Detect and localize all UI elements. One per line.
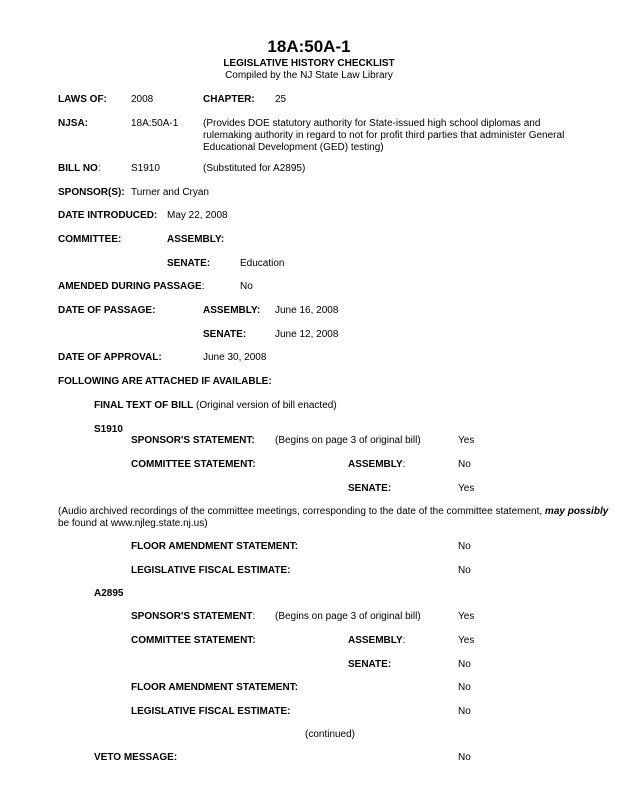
a2895-sponsor-colon: :: [252, 611, 256, 622]
date-of-approval-value: June 30, 2008: [203, 352, 267, 363]
a2895-fiscal-label: LEGISLATIVE FISCAL ESTIMATE:: [131, 706, 291, 717]
a2895-fiscal-value: No: [458, 706, 471, 717]
s1910-assembly-colon: :: [402, 459, 406, 470]
committee-senate-value: Education: [240, 258, 285, 269]
passage-assembly-value: June 16, 2008: [275, 305, 339, 316]
attached-heading: FOLLOWING ARE ATTACHED IF AVAILABLE:: [58, 376, 272, 387]
checklist-subtitle: LEGISLATIVE HISTORY CHECKLIST: [223, 58, 395, 69]
s1910-bill-heading: S1910: [94, 424, 123, 435]
a2895-assembly-label: ASSEMBLY: [348, 635, 403, 646]
amended-value: No: [240, 281, 253, 292]
sponsors-label: SPONSOR(S):: [58, 187, 125, 198]
a2895-sponsor-label: SPONSOR'S STATEMENT: [131, 611, 253, 622]
njsa-label: NJSA:: [58, 118, 89, 129]
s1910-floor-value: No: [458, 541, 471, 552]
njsa-description: (Provides DOE statutory authority for State-issued high school diplomas and rulemaking authority in regard to not for profit third parties that administer General Educational Development (GED) testing): [203, 118, 565, 153]
s1910-committee-label: COMMITTEE STATEMENT:: [131, 459, 256, 470]
s1910-assembly-label-group: [348, 459, 405, 471]
laws-of-label: LAWS OF:: [58, 94, 107, 105]
amended-label: AMENDED DURING PASSAGE: [58, 281, 202, 292]
a2895-assembly-value: Yes: [458, 635, 475, 646]
a2895-sponsor-note: (Begins on page 3 of original bill): [275, 611, 421, 622]
audio-note-line-2: be found at www.njleg.state.nj.us): [58, 518, 208, 529]
final-text-label: FINAL TEXT OF BILL: [94, 400, 194, 411]
final-text-row: [94, 400, 337, 412]
a2895-sponsor-label-group: [131, 611, 255, 623]
audio-note-text: (Audio archived recordings of the committee meetings, corresponding to the date of the committee statement,: [58, 506, 545, 517]
bill-no-label-group: [58, 163, 101, 175]
bill-no-label: BILL NO: [58, 163, 98, 174]
s1910-senate-label: SENATE:: [348, 483, 392, 494]
a2895-committee-label: COMMITTEE STATEMENT:: [131, 635, 256, 646]
s1910-assembly-label: ASSEMBLY: [348, 459, 403, 470]
bill-no-colon: :: [97, 163, 101, 174]
date-introduced-value: May 22, 2008: [167, 210, 228, 221]
laws-of-value: 2008: [131, 94, 154, 105]
a2895-assembly-label-group: [348, 635, 405, 647]
passage-assembly-label: ASSEMBLY:: [203, 305, 261, 316]
a2895-floor-label: FLOOR AMENDMENT STATEMENT:: [131, 682, 299, 693]
continued-note: (continued): [304, 729, 356, 740]
bill-no-value: S1910: [131, 163, 160, 174]
final-text-note: (Original version of bill enacted): [196, 400, 337, 411]
chapter-value: 25: [275, 94, 287, 105]
s1910-floor-label: FLOOR AMENDMENT STATEMENT:: [131, 541, 299, 552]
veto-message-label: VETO MESSAGE:: [94, 752, 178, 763]
amended-label-group: [58, 281, 205, 293]
a2895-sponsor-value: Yes: [458, 611, 475, 622]
passage-senate-value: June 12, 2008: [275, 329, 339, 340]
audio-note-line-1: [58, 506, 608, 518]
s1910-assembly-value: No: [458, 459, 471, 470]
s1910-sponsor-value: Yes: [458, 435, 475, 446]
committee-senate-label: SENATE:: [167, 258, 211, 269]
date-introduced-label: DATE INTRODUCED:: [58, 210, 158, 221]
page-title: 18A:50A-1: [267, 37, 351, 56]
s1910-sponsor-note: (Begins on page 3 of original bill): [275, 435, 421, 446]
date-of-approval-label: DATE OF APPROVAL:: [58, 352, 162, 363]
veto-message-value: No: [458, 752, 471, 763]
s1910-fiscal-value: No: [458, 565, 471, 576]
passage-senate-label: SENATE:: [203, 329, 247, 340]
sponsors-value: Turner and Cryan: [131, 187, 209, 198]
committee-assembly-label: ASSEMBLY:: [167, 234, 225, 245]
njsa-value: 18A:50A-1: [131, 118, 179, 129]
date-of-passage-label: DATE OF PASSAGE:: [58, 305, 156, 316]
a2895-assembly-colon: :: [402, 635, 406, 646]
audio-note-emphasis: may possibly: [544, 506, 609, 517]
compiled-by: Compiled by the NJ State Law Library: [225, 70, 393, 81]
s1910-senate-value: Yes: [458, 483, 475, 494]
a2895-senate-label: SENATE:: [348, 659, 392, 670]
a2895-floor-value: No: [458, 682, 471, 693]
committee-label: COMMITTEE:: [58, 234, 122, 245]
amended-colon: :: [201, 281, 205, 292]
s1910-sponsor-label: SPONSOR'S STATEMENT:: [131, 435, 255, 446]
s1910-fiscal-label: LEGISLATIVE FISCAL ESTIMATE:: [131, 565, 291, 576]
a2895-bill-heading: A2895: [94, 588, 124, 599]
chapter-label: CHAPTER:: [203, 94, 255, 105]
a2895-senate-value: No: [458, 659, 471, 670]
bill-no-note: (Substituted for A2895): [203, 163, 306, 174]
